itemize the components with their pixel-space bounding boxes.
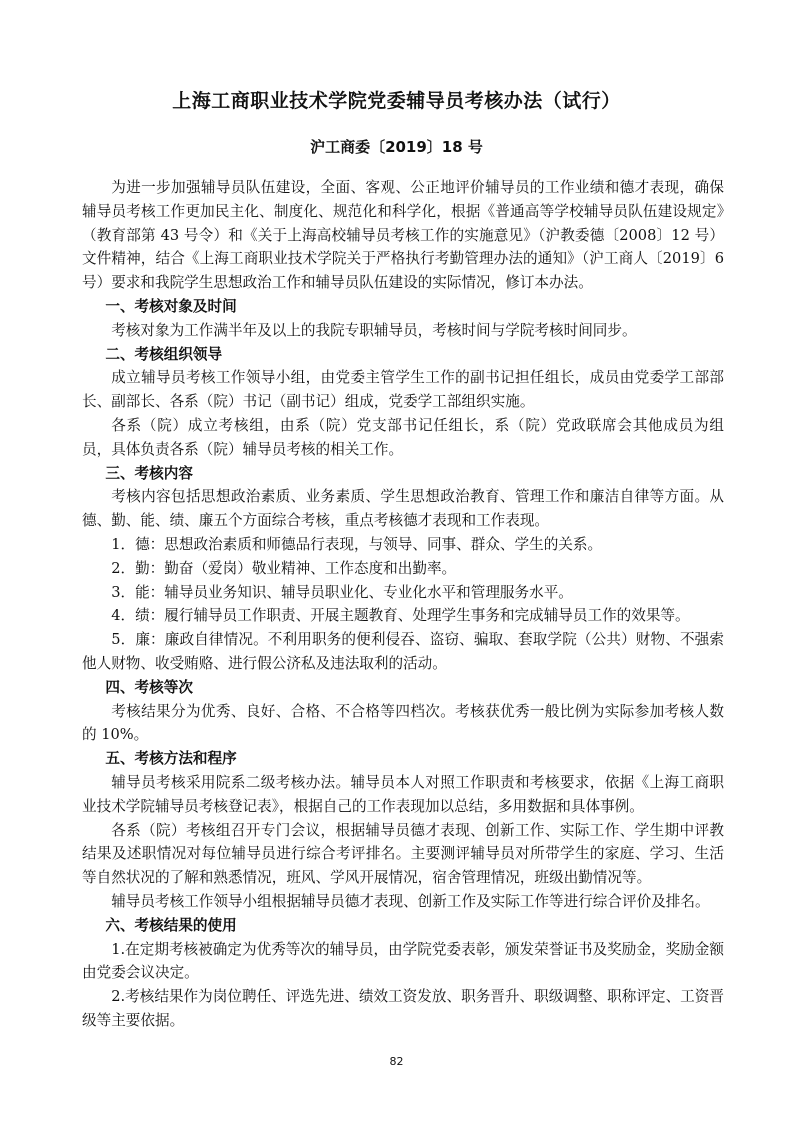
section-heading-1: 一、考核对象及时间 [105, 297, 237, 315]
section-4-paragraph-1: 考核结果分为优秀、良好、合格、不合格等四档次。考核获优秀一般比例为实际参加考核人数的 10%。 [82, 702, 724, 744]
section-6-paragraph-1: 1.在定期考核被确定为优秀等次的辅导员，由学院党委表彰，颁发荣誉证书及奖励金，奖励金额由党委会议决定。 [82, 940, 724, 982]
section-3-item-2: 2．勤：勤奋（爱岗）敬业精神、工作态度和出勤率。 [111, 559, 457, 577]
section-5-paragraph-3: 辅导员考核工作领导小组根据辅导员德才表现、创新工作及实际工作等进行综合评价及排名。 [111, 892, 710, 910]
section-3-paragraph-1: 考核内容包括思想政治素质、业务素质、学生思想政治教育、管理工作和廉洁自律等方面。从德、勤、能、绩、廉五个方面综合考核，重点考核德才表现和工作表现。 [82, 488, 724, 530]
document-number: 沪工商委〔2019〕18 号 [310, 138, 483, 156]
page-number: 82 [389, 1055, 404, 1068]
section-1-paragraph-1: 考核对象为工作满半年及以上的我院专职辅导员，考核时间与学院考核时间同步。 [111, 321, 637, 339]
section-3-item-5: 5．廉：廉政自律情况。不利用职务的便利侵吞、盗窃、骗取、套取学院（公共）财物、不强索他人财物、收受贿赂、进行假公济私及违法取利的活动。 [82, 631, 724, 672]
section-6-paragraph-2: 2.考核结果作为岗位聘任、评选先进、绩效工资发放、职务晋升、职级调整、职称评定、工资晋级等主要依据。 [82, 988, 724, 1029]
document-title: 上海工商职业技术学院党委辅导员考核办法（试行） [172, 90, 621, 112]
section-heading-2: 二、考核组织领导 [105, 345, 223, 363]
document-body [82, 176, 724, 1033]
section-heading-6: 六、考核结果的使用 [105, 916, 237, 934]
section-5-paragraph-2: 各系（院）考核组召开专门会议，根据辅导员德才表现、创新工作、实际工作、学生期中评教结果及述职情况对每位辅导员进行综合考评排名。主要测评辅导员对所带学生的家庭、学习、生活等自然状况的了解和熟悉情况，班风、学风开展情况，宿舍管理情况，班级出勤情况等。 [82, 821, 724, 887]
section-2-paragraph-2: 各系（院）成立考核组，由系（院）党支部书记任组长，系（院）党政联席会其他成员为组员，具体负责各系（院）辅导员考核的相关工作。 [82, 416, 724, 458]
section-3-item-4: 4．绩：履行辅导员工作职责、开展主题教育、处理学生事务和完成辅导员工作的效果等。 [111, 607, 690, 625]
section-heading-5: 五、考核方法和程序 [105, 750, 237, 768]
section-heading-4: 四、考核等次 [105, 678, 193, 696]
section-heading-3: 三、考核内容 [105, 464, 193, 482]
intro-paragraph: 为进一步加强辅导员队伍建设，全面、客观、公正地评价辅导员的工作业绩和德才表现，确保辅导员考核工作更加民主化、制度化、规范化和科学化，根据《普通高等学校辅导员队伍建设规定》（教育部第 43 号令）和《关于上海高校辅导员考核工作的实施意见》（沪教委德〔2008〕12 号）文件精神，结合《上海工商职业技术学院关于严格执行考勤管理办法的通知》（沪工商人〔2019〕6 号）要求和我院学生思想政治工作和辅导员队伍建设的实际情况，修订本办法。 [82, 179, 724, 292]
section-2-paragraph-1: 成立辅导员考核工作领导小组，由党委主管学生工作的副书记担任组长，成员由党委学工部部长、副部长、各系（院）书记（副书记）组成，党委学工部组织实施。 [82, 369, 724, 411]
section-5-paragraph-1: 辅导员考核采用院系二级考核办法。辅导员本人对照工作职责和考核要求，依据《上海工商职业技术学院辅导员考核登记表》，根据自己的工作表现加以总结，多用数据和具体事例。 [82, 773, 724, 815]
section-3-item-1: 1．德：思想政治素质和师德品行表现，与领导、同事、群众、学生的关系。 [111, 535, 603, 553]
section-3-item-3: 3．能：辅导员业务知识、辅导员职业化、专业化水平和管理服务水平。 [111, 583, 573, 601]
